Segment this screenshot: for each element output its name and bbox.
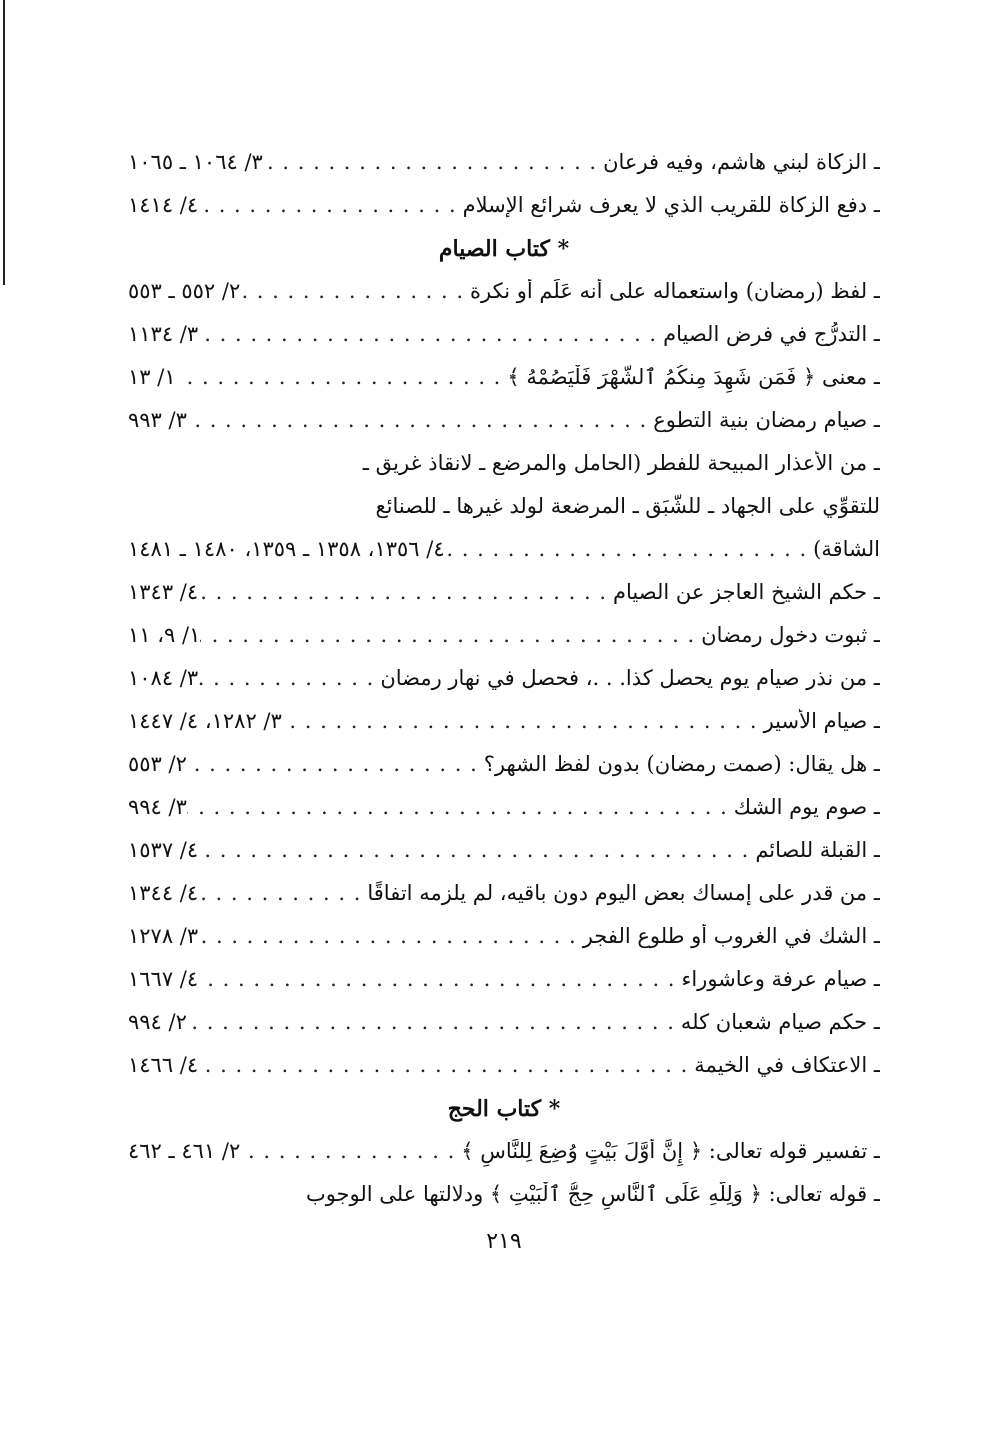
entry-text: ـ دفع الزكاة للقريب الذي لا يعرف شرائع الإسلام — [462, 193, 880, 217]
index-entry — [128, 881, 880, 924]
index-entry: ـ قوله تعالى: ﴿ وَلِلَّهِ عَلَى ٱلنَّاسِ حِجُّ ٱلْبَيْتِ ﴾ ودلالتها على الوجوب — [305, 1182, 880, 1206]
entry-text: ـ القبلة للصائم — [755, 838, 880, 862]
entry-reference: ٤/ ١٥٣٧ — [128, 838, 199, 862]
dot-leader — [198, 1053, 694, 1077]
index-section — [128, 236, 880, 1096]
dot-leader — [198, 666, 380, 690]
index-entry — [128, 365, 880, 408]
entry-reference: ٣/ ١٠٦٤ ـ ١٠٦٥ — [128, 150, 263, 174]
entry-text: ـ لفظ (رمضان) واستعماله على أنه عَلَم أو نكرة — [470, 279, 880, 303]
index-entry — [128, 752, 880, 795]
entry-reference: ٣/ ٩٩٤ — [128, 795, 187, 819]
entry-reference: ٤/ ١٤١٤ — [128, 193, 199, 217]
entry-text: ـ صيام الأسير — [763, 709, 880, 733]
index-entry — [128, 838, 880, 881]
entry-line: ـ من الأعذار المبيحة للفطر (الحامل والمرضع ـ لانقاذ غريق ـ — [362, 451, 880, 475]
entry-text: ـ الاعتكاف في الخيمة — [694, 1053, 880, 1077]
dot-leader — [200, 623, 701, 647]
entry-reference: ٤/ ١٦٦٧ — [128, 967, 199, 991]
dot-leader — [187, 752, 484, 776]
dot-leader — [240, 279, 470, 303]
dot-leader — [198, 838, 755, 862]
index-entry — [128, 150, 880, 193]
dot-leader — [445, 537, 814, 561]
entry-reference: ٢/ ٤٦١ ـ ٤٦٢ — [128, 1139, 241, 1163]
entry-text: ـ هل يقال: (صمت رمضان) بدون لفظ الشهر؟ — [483, 752, 880, 776]
dot-leader — [198, 580, 613, 604]
entry-reference: ١/ ٩، ١١ — [128, 623, 201, 647]
page-number: ٢١٩ — [486, 1229, 522, 1254]
page-edge-line — [3, 0, 5, 285]
index-entry — [128, 967, 880, 1010]
entry-text: ـ صيام رمضان بنية التطوع — [653, 408, 880, 432]
entry-text: ـ من نذر صيام يوم يحصل كذا. . .، فحصل في نهار رمضان — [380, 666, 880, 690]
index-page — [128, 150, 880, 1254]
entry-text: ـ صوم يوم الشك — [733, 795, 880, 819]
entry-reference: ٤/ ١٣٤٤ — [128, 881, 199, 905]
entry-reference: ٤/ ١٣٤٣ — [128, 580, 199, 604]
index-entry — [128, 279, 880, 322]
dot-leader — [198, 193, 462, 217]
entry-text: ـ ثبوت دخول رمضان — [701, 623, 880, 647]
entry-reference: ٢/ ٥٥٢ ـ ٥٥٣ — [128, 279, 241, 303]
entry-reference: ٣/ ٩٩٣ — [128, 408, 187, 432]
index-entry — [128, 193, 880, 236]
index-entry — [128, 1053, 880, 1096]
entry-reference: ٤/ ١٣٥٦، ١٣٥٨ ـ ١٣٥٩، ١٤٨٠ ـ ١٤٨١ — [128, 537, 445, 561]
index-entry — [128, 408, 880, 451]
index-section — [128, 150, 880, 236]
entry-text: ـ الزكاة لبني هاشم، وفيه فرعان — [603, 150, 880, 174]
entry-text: ـ صيام عرفة وعاشوراء — [681, 967, 880, 991]
entry-text: ـ معنى ﴿ فَمَن شَهِدَ مِنكُمُ ٱلشَّهْرَ فَلْيَصُمْهُ ﴾ — [507, 365, 880, 389]
index-entry — [128, 924, 880, 967]
index-entry — [128, 623, 880, 666]
dot-leader — [176, 365, 508, 389]
dot-leader — [240, 1139, 461, 1163]
dot-leader — [187, 795, 734, 819]
dot-leader — [187, 1010, 681, 1034]
entry-text: ـ حكم صيام شعبان كله — [680, 1010, 880, 1034]
index-entry — [128, 666, 880, 709]
entry-text: ـ التدرُّج في فرض الصيام — [663, 322, 880, 346]
index-entry — [128, 580, 880, 623]
index-entry — [128, 795, 880, 838]
dot-leader — [263, 150, 603, 174]
index-entry — [128, 1010, 880, 1053]
entry-text: ـ الشك في الغروب أو طلوع الفجر — [582, 924, 880, 948]
dot-leader — [198, 881, 367, 905]
entry-reference: ٣/ ١٠٨٤ — [128, 666, 199, 690]
dot-leader — [198, 322, 663, 346]
entry-text: ـ من قدر على إمساك بعض اليوم دون باقيه، لم يلزمه اتفاقًا — [367, 881, 880, 905]
entry-line: للتقوِّي على الجهاد ـ للشَّبَق ـ المرضعة لولد غيرها ـ للصنائع — [375, 494, 880, 518]
entry-text: ـ تفسير قوله تعالى: ﴿ إِنَّ أَوَّلَ بَيْتٍ وُضِعَ لِلنَّاسِ ﴾ — [461, 1139, 880, 1163]
dot-leader — [198, 924, 583, 948]
entry-text: الشاقة) — [813, 537, 880, 561]
entry-reference: ٣/ ١١٣٤ — [128, 322, 199, 346]
dot-leader — [187, 408, 653, 432]
entry-reference: ٢/ ٩٩٤ — [128, 1010, 187, 1034]
section-heading: * كتاب الحج — [447, 1096, 561, 1122]
section-heading: * كتاب الصيام — [438, 236, 570, 262]
index-entry — [128, 322, 880, 365]
index-entry — [128, 709, 880, 752]
entry-reference: ٣/ ١٢٨٢، ٤/ ١٤٤٧ — [128, 709, 282, 733]
entry-reference: ٤/ ١٤٦٦ — [128, 1053, 199, 1077]
entry-reference: ٣/ ١٢٧٨ — [128, 924, 199, 948]
index-entry — [128, 537, 880, 580]
dot-leader — [282, 709, 764, 733]
entry-text: ـ حكم الشيخ العاجز عن الصيام — [613, 580, 880, 604]
entry-reference: ١/ ١٣ — [128, 365, 176, 389]
dot-leader — [198, 967, 681, 991]
index-entry — [128, 1139, 880, 1182]
index-section — [128, 1096, 880, 1225]
entry-reference: ٢/ ٥٥٣ — [128, 752, 187, 776]
